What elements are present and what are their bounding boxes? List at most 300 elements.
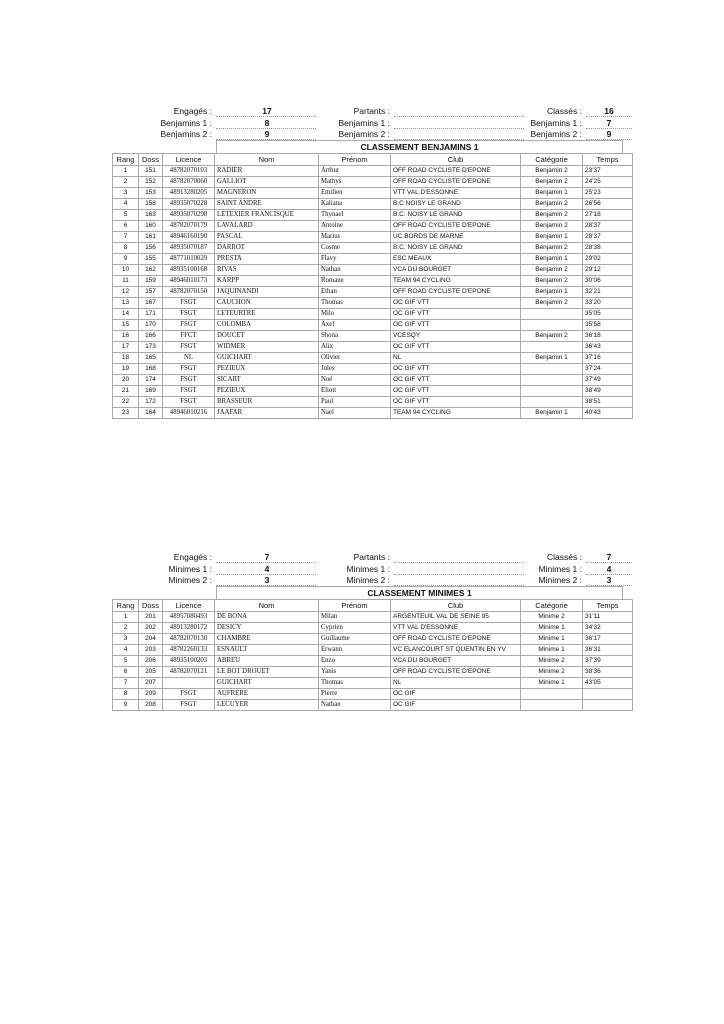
cell-licence: FFCT (163, 331, 215, 342)
table-row (113, 177, 633, 188)
cell-rang: 10 (113, 265, 139, 276)
cell-categorie (521, 386, 583, 397)
cell-nom: DE BONA (215, 612, 319, 623)
cell-temps: 38'36 (583, 667, 633, 678)
cell-club: OC GIF VTT (391, 298, 521, 309)
cell-club: OFF ROAD CYCLISTE D'EPONE (391, 634, 521, 645)
table-row (113, 254, 633, 265)
cell-doss: 162 (139, 265, 163, 276)
cell-prenom: Mathys (319, 177, 391, 188)
cell-temps: 35'05 (583, 309, 633, 320)
cell-nom: PASCAL (215, 232, 319, 243)
column-header-nom: Nom (215, 600, 319, 612)
partants-b1-label: Benjamins 1 : (338, 118, 390, 128)
cell-doss: 204 (139, 634, 163, 645)
cell-categorie: Benjamin 2 (521, 166, 583, 177)
cell-doss: 160 (139, 221, 163, 232)
cell-categorie (521, 364, 583, 375)
cell-doss: 207 (139, 678, 163, 689)
table-row (113, 678, 633, 689)
cell-nom: ESNAULT (215, 645, 319, 656)
table-row (113, 623, 633, 634)
cell-temps: 37'39 (583, 656, 633, 667)
table-row (113, 634, 633, 645)
cell-club: TEAM 94 CYCLING (391, 408, 521, 419)
cell-nom: CAUCHON (215, 298, 319, 309)
column-header-prenom: Prénom (319, 154, 391, 166)
cell-doss: 155 (139, 254, 163, 265)
table-row (113, 408, 633, 419)
cell-club: OC GIF (391, 689, 521, 700)
cell-rang: 1 (113, 612, 139, 623)
cell-temps (583, 700, 633, 711)
table-row (113, 188, 633, 199)
cell-prenom: Olivier (319, 353, 391, 364)
table-row (113, 364, 633, 375)
table-row (113, 331, 633, 342)
column-header-temps: Temps (583, 600, 633, 612)
cell-licence: 48782070060 (163, 177, 215, 188)
cell-club: VTT VAL D'ESSONNE (391, 188, 521, 199)
cell-licence: 48935100203 (163, 656, 215, 667)
cell-prenom: Nathan (319, 700, 391, 711)
minimes-results-table (112, 599, 633, 711)
cell-nom: SICART (215, 375, 319, 386)
cell-nom: COLOMBA (215, 320, 319, 331)
cell-club: VCA DU BOURGET (391, 265, 521, 276)
table-row (113, 386, 633, 397)
cell-categorie (521, 342, 583, 353)
cell-club: TEAM 94 CYCLING (391, 276, 521, 287)
cell-licence (163, 678, 215, 689)
column-header-nom: Nom (215, 154, 319, 166)
cell-licence: 48935070187 (163, 243, 215, 254)
cell-categorie: Minime 2 (521, 656, 583, 667)
cell-doss: 158 (139, 199, 163, 210)
cell-licence: FSGT (163, 342, 215, 353)
cell-licence: 48913280172 (163, 623, 215, 634)
cell-licence: 48782260133 (163, 645, 215, 656)
minimes2-value: 3 (264, 575, 270, 585)
cell-doss: 167 (139, 298, 163, 309)
cell-prenom: Emilien (319, 188, 391, 199)
cell-rang: 17 (113, 342, 139, 353)
cell-categorie (521, 397, 583, 408)
cell-temps: 31'11 (583, 612, 633, 623)
cell-nom: PRESTA (215, 254, 319, 265)
cell-prenom: Arthur (319, 166, 391, 177)
cell-doss: 165 (139, 353, 163, 364)
cell-licence: 48782070103 (163, 166, 215, 177)
cell-categorie: Benjamin 1 (521, 232, 583, 243)
cell-club: UC BORDS DE MARNE (391, 232, 521, 243)
classes-b2-label: Benjamins 2 : (530, 129, 582, 139)
cell-licence: 48946010173 (163, 276, 215, 287)
cell-rang: 14 (113, 309, 139, 320)
cell-prenom: Cosme (319, 243, 391, 254)
cell-temps: 36'31 (583, 645, 633, 656)
cell-prenom: Nathan (319, 265, 391, 276)
cell-licence: 48935070228 (163, 199, 215, 210)
cell-licence: FSGT (163, 689, 215, 700)
cell-categorie: Minime 1 (521, 678, 583, 689)
cell-nom: GALLIOT (215, 177, 319, 188)
column-header-doss: Doss (139, 154, 163, 166)
cell-nom: RIVAS (215, 265, 319, 276)
cell-rang: 5 (113, 656, 139, 667)
cell-nom: CHAMBRE (215, 634, 319, 645)
cell-club: OC GIF VTT (391, 386, 521, 397)
cell-nom: GUICHART (215, 678, 319, 689)
cell-rang: 6 (113, 667, 139, 678)
cell-nom: BRASSEUR (215, 397, 319, 408)
cell-licence: 48782070150 (163, 287, 215, 298)
cell-temps: 35'58 (583, 320, 633, 331)
cell-club: OFF ROAD CYCLISTE D'EPONE (391, 166, 521, 177)
cell-categorie: Benjamin 2 (521, 221, 583, 232)
table-row (113, 353, 633, 364)
cell-categorie: Benjamin 2 (521, 243, 583, 254)
cell-rang: 5 (113, 210, 139, 221)
cell-club: ESC MEAUX (391, 254, 521, 265)
cell-categorie (521, 689, 583, 700)
cell-prenom: Milo (319, 309, 391, 320)
cell-prenom: Thomas (319, 678, 391, 689)
cell-nom: LAVALARD (215, 221, 319, 232)
classes-b1-label: Benjamins 1 : (530, 118, 582, 128)
cell-prenom: Cyprien (319, 623, 391, 634)
table-row (113, 689, 633, 700)
column-header-licence: Licence (163, 600, 215, 612)
cell-licence: 48782070179 (163, 221, 215, 232)
cell-nom: PEZIEUX (215, 364, 319, 375)
benjamins-stats (112, 104, 632, 140)
classes-b1-value: 7 (606, 118, 612, 128)
engages-value: 17 (262, 106, 272, 116)
cell-categorie: Benjamin 2 (521, 177, 583, 188)
cell-categorie: Minime 1 (521, 645, 583, 656)
cell-temps: 34'32 (583, 623, 633, 634)
cell-nom: LETEURTRE (215, 309, 319, 320)
cell-categorie (521, 700, 583, 711)
cell-rang: 2 (113, 177, 139, 188)
cell-doss: 206 (139, 656, 163, 667)
table-row (113, 210, 633, 221)
cell-doss: 163 (139, 210, 163, 221)
cell-nom: LETEXIER FRANCISQUE (215, 210, 319, 221)
cell-prenom: Antoine (319, 221, 391, 232)
cell-temps: 23'37 (583, 166, 633, 177)
cell-rang: 15 (113, 320, 139, 331)
cell-club: OFF ROAD CYCLISTE D'EPONE (391, 667, 521, 678)
cell-club: B.C. NOISY LE GRAND (391, 210, 521, 221)
cell-categorie: Minime 2 (521, 612, 583, 623)
cell-rang: 18 (113, 353, 139, 364)
column-header-doss: Doss (139, 600, 163, 612)
table-header-row (113, 600, 633, 612)
engages-label: Engagés : (173, 106, 212, 116)
classes-b2-value: 9 (606, 129, 612, 139)
cell-licence: FSGT (163, 309, 215, 320)
cell-licence: 48957080493 (163, 612, 215, 623)
cell-club: OC GIF VTT (391, 320, 521, 331)
cell-temps: 30'06 (583, 276, 633, 287)
cell-nom: SAINT ANDRE (215, 199, 319, 210)
minimes1-value: 4 (264, 564, 270, 574)
benjamins-results-table (112, 153, 633, 419)
cell-temps: 28'37 (583, 221, 633, 232)
cell-temps: 37'49 (583, 375, 633, 386)
cell-doss: 169 (139, 386, 163, 397)
table-row (113, 309, 633, 320)
cell-temps: 36'18 (583, 331, 633, 342)
cell-prenom: Yanis (319, 667, 391, 678)
cell-rang: 3 (113, 188, 139, 199)
cell-rang: 4 (113, 645, 139, 656)
cell-licence: NL (163, 353, 215, 364)
cell-club: VCESQY (391, 331, 521, 342)
table-row (113, 612, 633, 623)
cell-doss: 209 (139, 689, 163, 700)
cell-temps: 36'17 (583, 634, 633, 645)
column-header-club: Club (391, 600, 521, 612)
table-row (113, 199, 633, 210)
cell-rang: 6 (113, 221, 139, 232)
cell-licence: FSGT (163, 320, 215, 331)
column-header-rang: Rang (113, 154, 139, 166)
table-row (113, 243, 633, 254)
cell-club: VTT VAL D'ESSONNE (391, 623, 521, 634)
column-header-licence: Licence (163, 154, 215, 166)
table-row (113, 265, 633, 276)
cell-nom: DARROT (215, 243, 319, 254)
cell-rang: 11 (113, 276, 139, 287)
cell-prenom: Thynael (319, 210, 391, 221)
cell-licence: 48782070130 (163, 634, 215, 645)
cell-licence: FSGT (163, 700, 215, 711)
cell-prenom: Shona (319, 331, 391, 342)
table-row (113, 375, 633, 386)
cell-club: NL (391, 353, 521, 364)
benjamins1-value: 8 (264, 118, 270, 128)
cell-club: B.C. NOISY LE GRAND (391, 243, 521, 254)
cell-doss: 168 (139, 364, 163, 375)
cell-categorie: Benjamin 2 (521, 298, 583, 309)
table-row (113, 166, 633, 177)
cell-categorie: Benjamin 2 (521, 276, 583, 287)
cell-rang: 13 (113, 298, 139, 309)
cell-nom: WIDMER (215, 342, 319, 353)
cell-rang: 9 (113, 254, 139, 265)
cell-club: OFF ROAD CYCLISTE D'EPONE (391, 221, 521, 232)
cell-categorie: Benjamin 1 (521, 287, 583, 298)
cell-doss: 171 (139, 309, 163, 320)
cell-nom: JAAFAR (215, 408, 319, 419)
cell-temps: 38'49 (583, 386, 633, 397)
cell-prenom: Milan (319, 612, 391, 623)
cell-prenom: Erwann (319, 645, 391, 656)
cell-prenom: Pierre (319, 689, 391, 700)
cell-temps (583, 689, 633, 700)
cell-club: B.C NOISY LE GRAND (391, 199, 521, 210)
cell-nom: PEZIEUX (215, 386, 319, 397)
table-header-row (113, 154, 633, 166)
cell-rang: 7 (113, 232, 139, 243)
cell-licence: 48771010029 (163, 254, 215, 265)
table-row (113, 221, 633, 232)
table-row (113, 667, 633, 678)
cell-nom: GUICHART (215, 353, 319, 364)
cell-rang: 20 (113, 375, 139, 386)
column-header-categorie: Catégorie (521, 154, 583, 166)
cell-licence: 48946160190 (163, 232, 215, 243)
cell-club: OC GIF VTT (391, 309, 521, 320)
column-header-rang: Rang (113, 600, 139, 612)
cell-temps: 28'37 (583, 232, 633, 243)
cell-licence: 48935070298 (163, 210, 215, 221)
cell-doss: 205 (139, 667, 163, 678)
cell-temps: 40'43 (583, 408, 633, 419)
benjamins-table-title: CLASSEMENT BENJAMINS 1 (216, 140, 623, 153)
cell-rang: 2 (113, 623, 139, 634)
partants-m1-label: Minimes 1 : (346, 564, 390, 574)
cell-categorie: Minime 1 (521, 634, 583, 645)
partants-label: Partants : (353, 106, 390, 116)
engages-label: Engagés : (173, 552, 212, 562)
cell-licence: 48946010216 (163, 408, 215, 419)
cell-club: VC ELANCOURT ST QUENTIN EN YV (391, 645, 521, 656)
cell-doss: 172 (139, 397, 163, 408)
cell-prenom: Eliott (319, 386, 391, 397)
cell-categorie: Benjamin 2 (521, 265, 583, 276)
cell-temps: 26'56 (583, 199, 633, 210)
cell-prenom: Guillaume (319, 634, 391, 645)
cell-prenom: Enzo (319, 656, 391, 667)
table-row (113, 298, 633, 309)
cell-categorie (521, 309, 583, 320)
column-header-temps: Temps (583, 154, 633, 166)
cell-prenom: Axel (319, 320, 391, 331)
cell-nom: ABREU (215, 656, 319, 667)
cell-rang: 21 (113, 386, 139, 397)
cell-prenom: Paul (319, 397, 391, 408)
cell-doss: 156 (139, 243, 163, 254)
table-row (113, 700, 633, 711)
cell-doss: 159 (139, 276, 163, 287)
cell-prenom: Romane (319, 276, 391, 287)
cell-rang: 4 (113, 199, 139, 210)
cell-categorie: Benjamin 1 (521, 408, 583, 419)
cell-licence: FSGT (163, 364, 215, 375)
column-header-prenom: Prénom (319, 600, 391, 612)
cell-nom: KARPP (215, 276, 319, 287)
cell-categorie: Benjamin 2 (521, 331, 583, 342)
table-row (113, 645, 633, 656)
minimes-stats (112, 550, 632, 586)
classes-m1-value: 4 (606, 564, 612, 574)
benjamins2-value: 9 (264, 129, 270, 139)
cell-categorie: Benjamin 2 (521, 199, 583, 210)
benjamins1-label: Benjamins 1 : (160, 118, 212, 128)
cell-nom: MAGNERON (215, 188, 319, 199)
cell-licence: 48913280205 (163, 188, 215, 199)
cell-club: OC GIF VTT (391, 342, 521, 353)
classes-label: Classés : (547, 552, 582, 562)
cell-temps: 36'43 (583, 342, 633, 353)
cell-rang: 1 (113, 166, 139, 177)
minimes-table-title: CLASSEMENT MINIMES 1 (216, 586, 623, 599)
cell-rang: 16 (113, 331, 139, 342)
classes-m2-value: 3 (606, 575, 612, 585)
minimes2-label: Minimes 2 : (168, 575, 212, 585)
cell-rang: 9 (113, 700, 139, 711)
classes-value: 16 (604, 106, 614, 116)
cell-temps: 25'23 (583, 188, 633, 199)
cell-rang: 3 (113, 634, 139, 645)
cell-doss: 164 (139, 408, 163, 419)
cell-club: OC GIF VTT (391, 364, 521, 375)
cell-prenom: Jules (319, 364, 391, 375)
cell-nom: RADIER (215, 166, 319, 177)
minimes1-label: Minimes 1 : (168, 564, 212, 574)
cell-rang: 12 (113, 287, 139, 298)
cell-prenom: Ethan (319, 287, 391, 298)
cell-rang: 8 (113, 689, 139, 700)
cell-temps: 33'20 (583, 298, 633, 309)
cell-categorie: Benjamin 1 (521, 353, 583, 364)
cell-club: NL (391, 678, 521, 689)
classes-m2-label: Minimes 2 : (538, 575, 582, 585)
column-header-club: Club (391, 154, 521, 166)
benjamins2-label: Benjamins 2 : (160, 129, 212, 139)
cell-categorie: Benjamin 1 (521, 188, 583, 199)
cell-doss: 174 (139, 375, 163, 386)
cell-temps: 37'16 (583, 353, 633, 364)
cell-temps: 24'25 (583, 177, 633, 188)
classes-m1-label: Minimes 1 : (538, 564, 582, 574)
cell-temps: 27'18 (583, 210, 633, 221)
cell-club: OC GIF VTT (391, 375, 521, 386)
cell-doss: 151 (139, 166, 163, 177)
cell-rang: 23 (113, 408, 139, 419)
column-header-categorie: Catégorie (521, 600, 583, 612)
cell-categorie (521, 320, 583, 331)
cell-club: VCA DU BOURGET (391, 656, 521, 667)
cell-licence: FSGT (163, 397, 215, 408)
cell-doss: 166 (139, 331, 163, 342)
cell-prenom: Kaliana (319, 199, 391, 210)
cell-club: OFF ROAD CYCLISTE D'EPONE (391, 177, 521, 188)
cell-licence: FSGT (163, 298, 215, 309)
partants-m2-label: Minimes 2 : (346, 575, 390, 585)
cell-temps: 28'38 (583, 243, 633, 254)
cell-prenom: Noé (319, 375, 391, 386)
cell-prenom: Alix (319, 342, 391, 353)
cell-nom: DOUCET (215, 331, 319, 342)
cell-rang: 19 (113, 364, 139, 375)
cell-prenom: Marius (319, 232, 391, 243)
cell-club: OFF ROAD CYCLISTE D'EPONE (391, 287, 521, 298)
table-row (113, 397, 633, 408)
cell-temps: 43'05 (583, 678, 633, 689)
cell-doss: 173 (139, 342, 163, 353)
cell-temps: 37'24 (583, 364, 633, 375)
cell-doss: 170 (139, 320, 163, 331)
cell-rang: 8 (113, 243, 139, 254)
cell-nom: LE BOT DROUET (215, 667, 319, 678)
cell-categorie: Minime 1 (521, 623, 583, 634)
table-row (113, 276, 633, 287)
